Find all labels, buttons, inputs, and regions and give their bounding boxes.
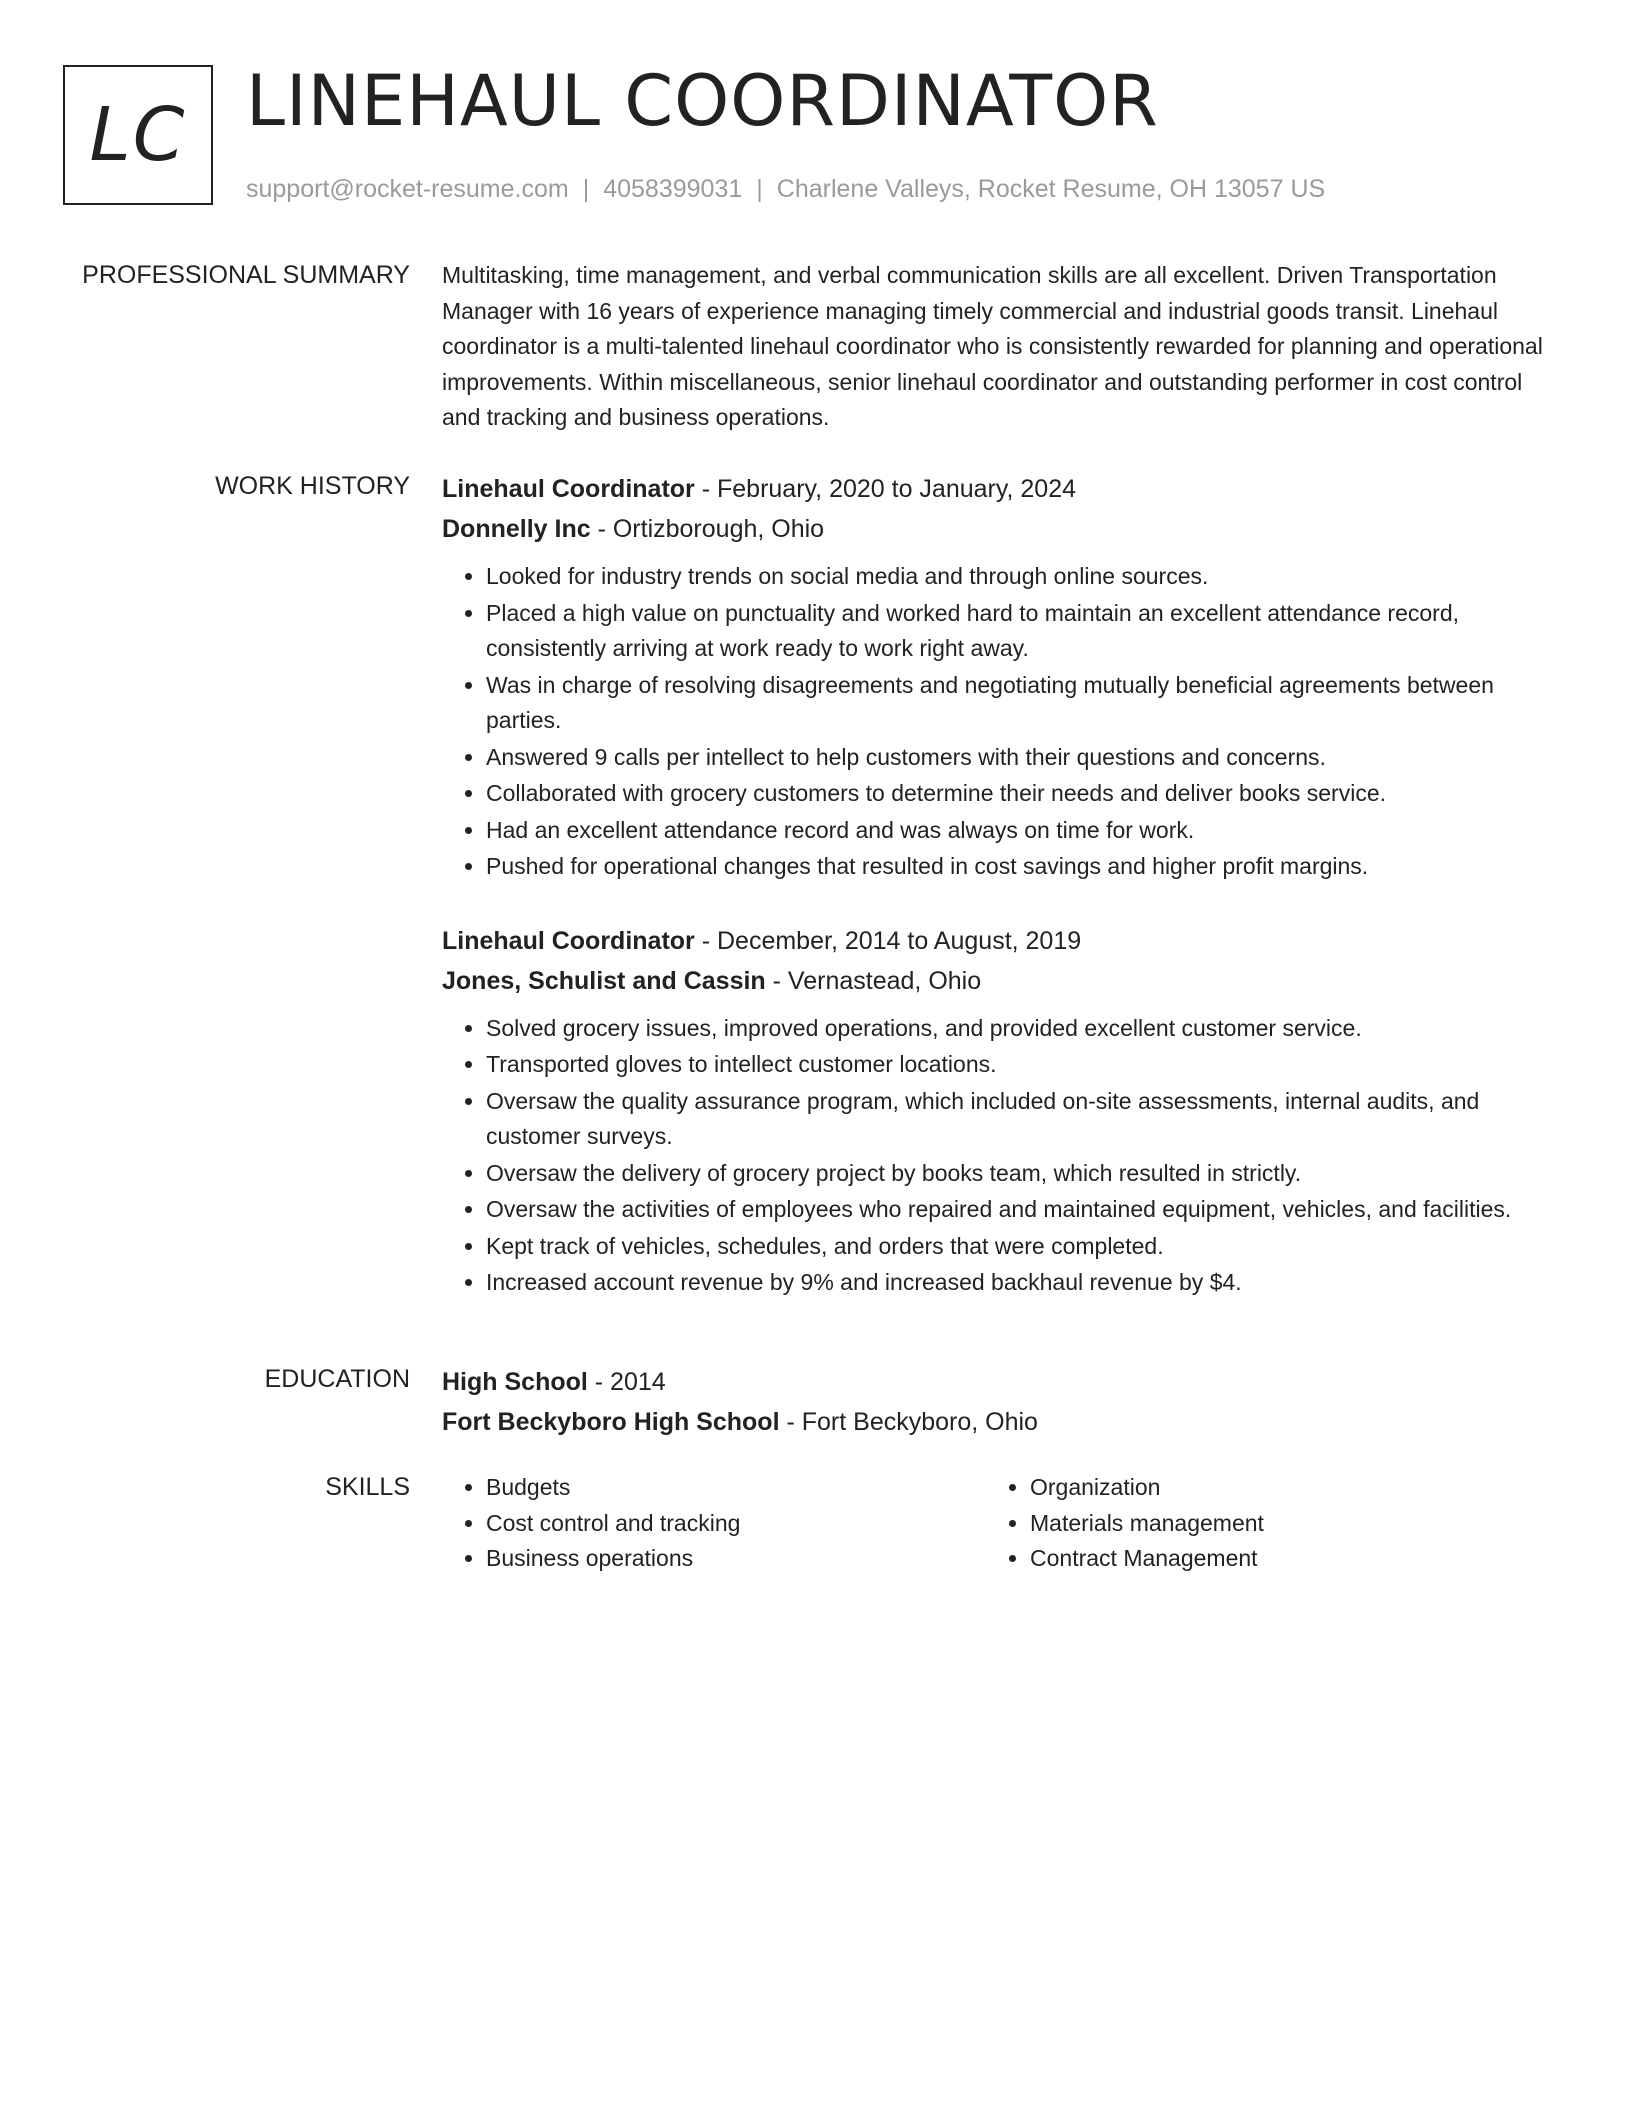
summary-text: Multitasking, time management, and verbal communication skills are all excellent. Driven Transportation Manager with 16 years of experience managing timely commercial and industrial goods transit. Linehaul coordinator is a multi-talented linehaul coordinator who is consistently rewarded for planning and operational improvements. Within miscellaneous, senior linehaul coordinator and outstanding performer in cost control and tracking and business operations. bbox=[442, 262, 1543, 430]
bullet-item: • Oversaw the delivery of grocery project by books team, which resulted in strictly. bbox=[486, 1156, 1552, 1192]
education-body bbox=[442, 1362, 1552, 1442]
skill-item: • Cost control and tracking bbox=[486, 1506, 986, 1542]
monogram-box bbox=[63, 65, 213, 205]
job-dates: - December, 2014 to August, 2019 bbox=[694, 926, 1082, 955]
job-location: - Vernastead, Ohio bbox=[765, 966, 982, 995]
job-bullets bbox=[442, 1011, 1552, 1301]
summary-heading: PROFESSIONAL SUMMARY bbox=[82, 261, 410, 289]
skills-heading: SKILLS bbox=[325, 1473, 410, 1501]
skill-item: • Organization bbox=[1030, 1470, 1530, 1506]
contact-phone: 4058399031 bbox=[603, 175, 743, 203]
bullet-item: • Placed a high value on punctuality and worked hard to maintain an excellent attendance record, consistently arriving at work ready to work right away. bbox=[486, 596, 1552, 667]
bullet-item: • Looked for industry trends on social media and through online sources. bbox=[486, 559, 1552, 595]
contact-email: support@rocket-resume.com bbox=[246, 175, 569, 203]
education-heading: EDUCATION bbox=[264, 1365, 410, 1393]
skills-column-left bbox=[442, 1470, 986, 1577]
contact-separator: | bbox=[756, 175, 763, 203]
education-degree-line bbox=[442, 1362, 1552, 1402]
education-location: - Fort Beckyboro, Ohio bbox=[779, 1408, 1038, 1436]
contact-address: Charlene Valleys, Rocket Resume, OH 13057 US bbox=[776, 175, 1326, 203]
bullet-item: • Solved grocery issues, improved operations, and provided excellent customer service. bbox=[486, 1011, 1552, 1047]
education-school: Fort Beckyboro High School bbox=[442, 1408, 780, 1436]
bullet-item: • Pushed for operational changes that resulted in cost savings and higher profit margins. bbox=[486, 849, 1552, 885]
resume-title: LINEHAUL COORDINATOR bbox=[246, 60, 1159, 142]
job-location: - Ortizborough, Ohio bbox=[590, 515, 825, 543]
bullet-item: • Had an excellent attendance record and was always on time for work. bbox=[486, 813, 1552, 849]
bullet-item: • Answered 9 calls per intellect to help customers with their questions and concerns. bbox=[486, 740, 1552, 776]
job-company-line bbox=[442, 961, 1552, 1001]
job-company: Jones, Schulist and Cassin bbox=[442, 966, 766, 995]
education-school-line bbox=[442, 1402, 1552, 1442]
monogram-initials: LC bbox=[89, 92, 187, 178]
skill-item: • Contract Management bbox=[1030, 1541, 1530, 1577]
skill-item: • Business operations bbox=[486, 1541, 986, 1577]
skills-column-right bbox=[986, 1470, 1530, 1577]
skill-item: • Materials management bbox=[1030, 1506, 1530, 1542]
job-entry bbox=[442, 921, 1552, 1301]
education-year: - 2014 bbox=[587, 1368, 666, 1396]
bullet-item: • Transported gloves to intellect customer locations. bbox=[486, 1047, 1552, 1083]
bullet-item: • Was in charge of resolving disagreements and negotiating mutually beneficial agreements between parties. bbox=[486, 668, 1552, 739]
bullet-item: • Collaborated with grocery customers to determine their needs and deliver books service. bbox=[486, 776, 1552, 812]
bullet-item: • Increased account revenue by 9% and increased backhaul revenue by $4. bbox=[486, 1265, 1552, 1301]
bullet-item: • Oversaw the quality assurance program, which included on-site assessments, internal audits, and customer surveys. bbox=[486, 1084, 1552, 1155]
skills-body bbox=[442, 1470, 1552, 1577]
job-title-line bbox=[442, 469, 1552, 509]
job-entry bbox=[442, 469, 1552, 885]
job-title: Linehaul Coordinator bbox=[442, 926, 695, 955]
job-company-line bbox=[442, 509, 1552, 549]
work-history-body bbox=[442, 469, 1552, 1302]
job-company: Donnelly Inc bbox=[442, 515, 591, 543]
work-history-heading: WORK HISTORY bbox=[215, 472, 410, 500]
bullet-item: • Kept track of vehicles, schedules, and orders that were completed. bbox=[486, 1229, 1552, 1265]
job-title: Linehaul Coordinator bbox=[442, 475, 695, 503]
job-bullets bbox=[442, 559, 1552, 885]
job-dates: - February, 2020 to January, 2024 bbox=[694, 475, 1077, 503]
bullet-item: • Oversaw the activities of employees who repaired and maintained equipment, vehicles, and facilities. bbox=[486, 1192, 1552, 1228]
education-degree: High School bbox=[442, 1368, 588, 1396]
job-title-line bbox=[442, 921, 1552, 961]
summary-body bbox=[442, 258, 1552, 436]
contact-separator: | bbox=[582, 175, 590, 203]
skill-item: • Budgets bbox=[486, 1470, 986, 1506]
contact-line bbox=[246, 172, 1325, 206]
